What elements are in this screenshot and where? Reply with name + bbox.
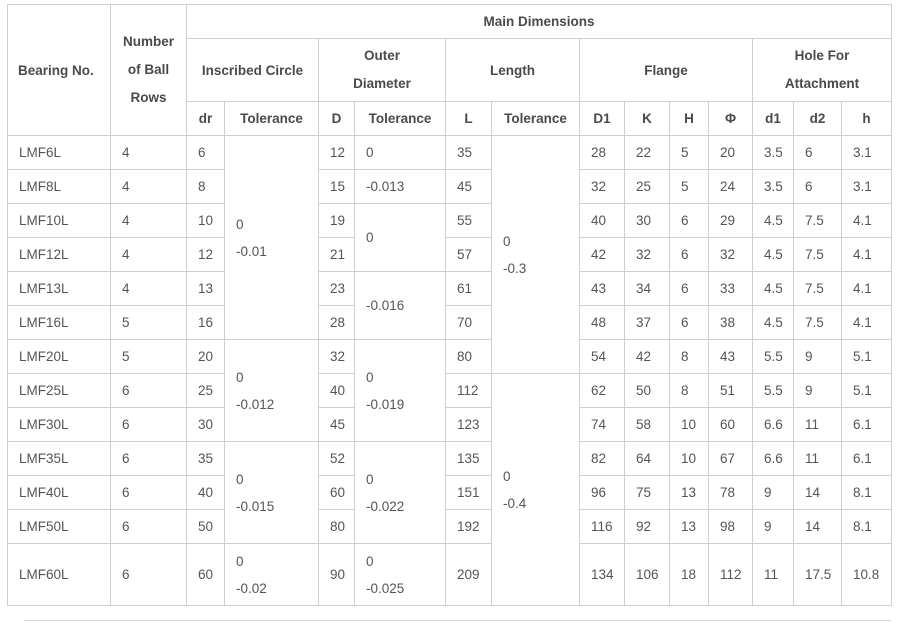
header-bearing-no: Bearing No.	[8, 5, 111, 136]
cell-d1: 3.5	[753, 170, 794, 204]
table-row	[8, 306, 892, 340]
header-main-dimensions: Main Dimensions	[187, 5, 892, 39]
header-dr-tolerance: Tolerance	[225, 102, 319, 136]
cell-h: 4.1	[842, 238, 892, 272]
cell-L: 192	[446, 510, 492, 544]
cell-K: 37	[625, 306, 670, 340]
header-ball-rows-line1: Number	[122, 34, 174, 49]
cell-rows: 6	[111, 408, 187, 442]
cell-L: 80	[446, 340, 492, 374]
cell-rows: 4	[111, 238, 187, 272]
cell-D1: 42	[580, 238, 625, 272]
header-outer-diameter	[319, 39, 446, 102]
cell-d2: 9	[794, 340, 842, 374]
cell-d1: 4.5	[753, 204, 794, 238]
cell-K: 25	[625, 170, 670, 204]
header-row-top	[8, 5, 892, 39]
cell-D-tolerance	[355, 340, 446, 442]
cell-dr: 50	[187, 510, 225, 544]
cell-phi: 20	[709, 136, 753, 170]
cell-d2: 7.5	[794, 306, 842, 340]
cell-L: 45	[446, 170, 492, 204]
cell-bearing: LMF12L	[8, 238, 111, 272]
cell-phi: 67	[709, 442, 753, 476]
cell-D1: 74	[580, 408, 625, 442]
cell-D1: 82	[580, 442, 625, 476]
cell-h: 8.1	[842, 476, 892, 510]
cell-h: 6.1	[842, 442, 892, 476]
cell-rows: 4	[111, 204, 187, 238]
bearing-dimensions-table	[7, 4, 892, 606]
cell-dr: 40	[187, 476, 225, 510]
cell-d2: 6	[794, 170, 842, 204]
tolerance-lower: -0.015	[236, 498, 275, 514]
cell-bearing: LMF60L	[8, 544, 111, 606]
cell-bearing: LMF10L	[8, 204, 111, 238]
header-K: K	[625, 102, 670, 136]
tolerance-upper: 0	[366, 553, 374, 569]
cell-D-tolerance: -0.013	[355, 170, 446, 204]
cell-bearing: LMF8L	[8, 170, 111, 204]
bottom-divider	[24, 620, 891, 621]
cell-d1: 6.6	[753, 442, 794, 476]
cell-phi: 43	[709, 340, 753, 374]
cell-L: 70	[446, 306, 492, 340]
header-dr: dr	[187, 102, 225, 136]
cell-D: 12	[319, 136, 355, 170]
cell-d1: 5.5	[753, 340, 794, 374]
table-row	[8, 544, 892, 606]
table-row	[8, 510, 892, 544]
cell-h: 4.1	[842, 204, 892, 238]
cell-bearing: LMF30L	[8, 408, 111, 442]
cell-d2: 9	[794, 374, 842, 408]
header-L: L	[446, 102, 492, 136]
header-H: H	[670, 102, 709, 136]
cell-dr: 20	[187, 340, 225, 374]
header-ball-rows-line2: of Ball	[127, 62, 170, 77]
cell-d1: 5.5	[753, 374, 794, 408]
tolerance-upper: 0	[503, 233, 511, 249]
cell-phi: 60	[709, 408, 753, 442]
cell-rows: 4	[111, 136, 187, 170]
cell-phi: 32	[709, 238, 753, 272]
cell-D: 28	[319, 306, 355, 340]
cell-D1: 40	[580, 204, 625, 238]
header-hole-attachment	[753, 39, 892, 102]
header-D-tolerance: Tolerance	[355, 102, 446, 136]
cell-dr: 10	[187, 204, 225, 238]
cell-d2: 7.5	[794, 204, 842, 238]
cell-H: 6	[670, 238, 709, 272]
header-hole-line2: Attachment	[784, 76, 860, 91]
header-ball-rows	[111, 5, 187, 136]
cell-dr: 25	[187, 374, 225, 408]
cell-D: 45	[319, 408, 355, 442]
cell-bearing: LMF50L	[8, 510, 111, 544]
header-d1: d1	[753, 102, 794, 136]
table-row	[8, 476, 892, 510]
tolerance-lower: -0.022	[366, 498, 405, 514]
tolerance-upper: 0	[236, 471, 244, 487]
cell-dr: 13	[187, 272, 225, 306]
cell-D1: 54	[580, 340, 625, 374]
cell-rows: 6	[111, 374, 187, 408]
table-row	[8, 408, 892, 442]
cell-D: 23	[319, 272, 355, 306]
cell-h: 4.1	[842, 306, 892, 340]
cell-dr: 16	[187, 306, 225, 340]
cell-rows: 6	[111, 544, 187, 606]
cell-D: 32	[319, 340, 355, 374]
cell-d2: 7.5	[794, 272, 842, 306]
cell-H: 10	[670, 442, 709, 476]
cell-K: 58	[625, 408, 670, 442]
header-inscribed-circle: Inscribed Circle	[187, 39, 319, 102]
table-row	[8, 442, 892, 476]
cell-d2: 11	[794, 408, 842, 442]
cell-h: 5.1	[842, 374, 892, 408]
cell-D: 80	[319, 510, 355, 544]
cell-h: 4.1	[842, 272, 892, 306]
cell-L: 123	[446, 408, 492, 442]
cell-H: 18	[670, 544, 709, 606]
cell-L: 209	[446, 544, 492, 606]
tolerance-lower: -0.01	[236, 243, 267, 259]
cell-D: 19	[319, 204, 355, 238]
cell-D-tolerance: 0	[355, 204, 446, 272]
cell-dr-tolerance	[225, 442, 319, 544]
cell-H: 6	[670, 204, 709, 238]
cell-D1: 32	[580, 170, 625, 204]
table-row	[8, 272, 892, 306]
cell-h: 5.1	[842, 340, 892, 374]
cell-H: 5	[670, 170, 709, 204]
cell-K: 75	[625, 476, 670, 510]
cell-phi: 51	[709, 374, 753, 408]
cell-rows: 4	[111, 170, 187, 204]
cell-rows: 6	[111, 442, 187, 476]
cell-L-tolerance	[492, 374, 580, 606]
header-flange: Flange	[580, 39, 753, 102]
cell-K: 42	[625, 340, 670, 374]
cell-h: 10.8	[842, 544, 892, 606]
cell-dr: 35	[187, 442, 225, 476]
tolerance-upper: 0	[236, 553, 244, 569]
cell-K: 22	[625, 136, 670, 170]
cell-D1: 48	[580, 306, 625, 340]
tolerance-upper: 0	[366, 369, 374, 385]
tolerance-lower: -0.025	[366, 580, 405, 596]
cell-L: 112	[446, 374, 492, 408]
cell-bearing: LMF20L	[8, 340, 111, 374]
cell-H: 6	[670, 306, 709, 340]
cell-dr: 8	[187, 170, 225, 204]
cell-d2: 17.5	[794, 544, 842, 606]
cell-D1: 96	[580, 476, 625, 510]
cell-h: 8.1	[842, 510, 892, 544]
cell-rows: 6	[111, 510, 187, 544]
table-row	[8, 374, 892, 408]
cell-phi: 78	[709, 476, 753, 510]
tolerance-upper: 0	[236, 369, 244, 385]
header-D: D	[319, 102, 355, 136]
cell-L: 135	[446, 442, 492, 476]
cell-L: 61	[446, 272, 492, 306]
table-row	[8, 204, 892, 238]
cell-d1: 11	[753, 544, 794, 606]
cell-H: 5	[670, 136, 709, 170]
header-h: h	[842, 102, 892, 136]
cell-rows: 4	[111, 272, 187, 306]
tolerance-lower: -0.019	[366, 396, 405, 412]
cell-H: 6	[670, 272, 709, 306]
cell-D1: 43	[580, 272, 625, 306]
tolerance-upper: 0	[503, 468, 511, 484]
cell-d1: 4.5	[753, 238, 794, 272]
cell-K: 34	[625, 272, 670, 306]
cell-bearing: LMF35L	[8, 442, 111, 476]
cell-H: 13	[670, 510, 709, 544]
header-D1: D1	[580, 102, 625, 136]
cell-phi: 112	[709, 544, 753, 606]
cell-d1: 4.5	[753, 306, 794, 340]
cell-H: 13	[670, 476, 709, 510]
cell-D1: 28	[580, 136, 625, 170]
cell-D: 15	[319, 170, 355, 204]
cell-D: 60	[319, 476, 355, 510]
cell-D1: 62	[580, 374, 625, 408]
tolerance-upper: 0	[236, 216, 244, 232]
cell-K: 64	[625, 442, 670, 476]
cell-D: 90	[319, 544, 355, 606]
cell-dr: 60	[187, 544, 225, 606]
header-ball-rows-line3: Rows	[130, 90, 167, 105]
cell-phi: 29	[709, 204, 753, 238]
header-hole-line1: Hole For	[794, 48, 850, 63]
cell-D1: 134	[580, 544, 625, 606]
cell-D-tolerance	[355, 544, 446, 606]
cell-bearing: LMF6L	[8, 136, 111, 170]
cell-rows: 6	[111, 476, 187, 510]
cell-dr: 6	[187, 136, 225, 170]
cell-d1: 6.6	[753, 408, 794, 442]
table-row	[8, 340, 892, 374]
cell-D: 21	[319, 238, 355, 272]
cell-d2: 6	[794, 136, 842, 170]
cell-h: 3.1	[842, 170, 892, 204]
cell-bearing: LMF16L	[8, 306, 111, 340]
cell-dr-tolerance	[225, 136, 319, 340]
cell-dr: 30	[187, 408, 225, 442]
cell-D-tolerance: -0.016	[355, 272, 446, 340]
cell-K: 92	[625, 510, 670, 544]
cell-L-tolerance	[492, 136, 580, 374]
cell-phi: 33	[709, 272, 753, 306]
cell-L: 35	[446, 136, 492, 170]
cell-K: 32	[625, 238, 670, 272]
cell-K: 30	[625, 204, 670, 238]
cell-bearing: LMF40L	[8, 476, 111, 510]
cell-K: 106	[625, 544, 670, 606]
header-outer-diameter-line2: Diameter	[353, 76, 411, 91]
cell-h: 6.1	[842, 408, 892, 442]
table-row	[8, 170, 892, 204]
header-outer-diameter-line1: Outer	[363, 48, 400, 63]
cell-d2: 7.5	[794, 238, 842, 272]
cell-rows: 5	[111, 306, 187, 340]
header-length: Length	[446, 39, 580, 102]
cell-dr-tolerance	[225, 544, 319, 606]
cell-H: 8	[670, 340, 709, 374]
header-L-tolerance: Tolerance	[492, 102, 580, 136]
cell-d1: 4.5	[753, 272, 794, 306]
cell-L: 55	[446, 204, 492, 238]
cell-H: 10	[670, 408, 709, 442]
cell-K: 50	[625, 374, 670, 408]
cell-L: 57	[446, 238, 492, 272]
cell-D-tolerance	[355, 442, 446, 544]
cell-D: 52	[319, 442, 355, 476]
cell-d1: 3.5	[753, 136, 794, 170]
cell-d2: 14	[794, 476, 842, 510]
cell-phi: 38	[709, 306, 753, 340]
cell-D-tolerance: 0	[355, 136, 446, 170]
cell-bearing: LMF25L	[8, 374, 111, 408]
cell-rows: 5	[111, 340, 187, 374]
cell-H: 8	[670, 374, 709, 408]
cell-D1: 116	[580, 510, 625, 544]
cell-D: 40	[319, 374, 355, 408]
header-phi: Φ	[709, 102, 753, 136]
tolerance-lower: -0.3	[503, 260, 527, 276]
table-row	[8, 136, 892, 170]
cell-phi: 98	[709, 510, 753, 544]
cell-d1: 9	[753, 510, 794, 544]
cell-d1: 9	[753, 476, 794, 510]
cell-L: 151	[446, 476, 492, 510]
tolerance-lower: -0.012	[236, 396, 275, 412]
tolerance-lower: -0.02	[236, 580, 267, 596]
cell-h: 3.1	[842, 136, 892, 170]
cell-phi: 24	[709, 170, 753, 204]
header-d2: d2	[794, 102, 842, 136]
tolerance-lower: -0.4	[503, 495, 527, 511]
cell-bearing: LMF13L	[8, 272, 111, 306]
cell-d2: 14	[794, 510, 842, 544]
cell-d2: 11	[794, 442, 842, 476]
cell-dr-tolerance	[225, 340, 319, 442]
cell-dr: 12	[187, 238, 225, 272]
table-row	[8, 238, 892, 272]
tolerance-upper: 0	[366, 471, 374, 487]
